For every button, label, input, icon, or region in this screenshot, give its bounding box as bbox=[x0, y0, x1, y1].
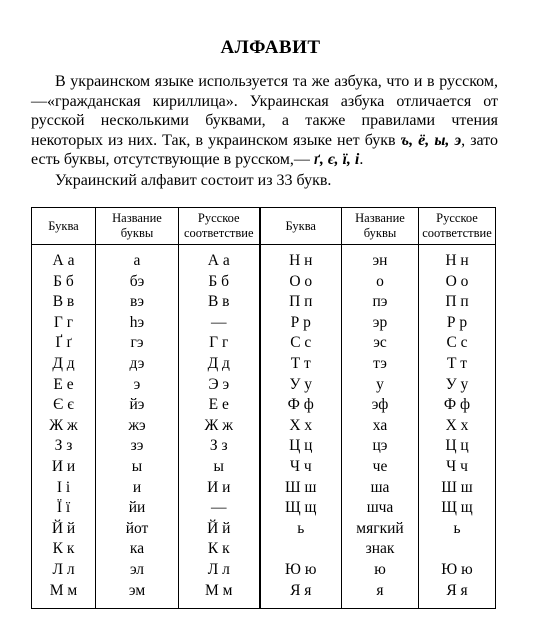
table-cell: П п bbox=[419, 292, 496, 313]
table-row bbox=[32, 416, 496, 437]
table-cell: Ю ю bbox=[419, 560, 496, 581]
table-cell: Р р bbox=[260, 313, 342, 334]
table-cell: С с bbox=[260, 333, 342, 354]
table-cell: Ш ш bbox=[419, 478, 496, 499]
table-cell: К к bbox=[32, 539, 96, 560]
table-cell: М м bbox=[32, 581, 96, 609]
table-cell: Т т bbox=[260, 354, 342, 375]
table-cell: Х х bbox=[419, 416, 496, 437]
letter-count: Украинский алфавит состоит из 33 букв. bbox=[55, 171, 332, 189]
table-cell: Ж ж bbox=[32, 416, 96, 437]
table-cell: пэ bbox=[342, 292, 419, 313]
table-cell: ша bbox=[342, 478, 419, 499]
table-cell: — bbox=[179, 313, 260, 334]
intro-text-part: , зато есть буквы, отсутствующие в русском,— bbox=[31, 131, 499, 168]
table-cell: Х х bbox=[260, 416, 342, 437]
table-cell: ха bbox=[342, 416, 419, 437]
table-cell: Ж ж bbox=[179, 416, 260, 437]
table-cell: ю bbox=[342, 560, 419, 581]
table-cell: Ч ч bbox=[419, 457, 496, 478]
table-cell: Я я bbox=[260, 581, 342, 609]
table-cell: мягкий bbox=[342, 519, 419, 540]
table-cell: э bbox=[96, 375, 179, 396]
table-cell: эр bbox=[342, 313, 419, 334]
table-cell: hэ bbox=[96, 313, 179, 334]
table-cell: — bbox=[179, 498, 260, 519]
table-cell: Т т bbox=[419, 354, 496, 375]
table-cell: цэ bbox=[342, 436, 419, 457]
table-cell bbox=[419, 539, 496, 560]
table-cell: Ф ф bbox=[419, 395, 496, 416]
table-row bbox=[32, 313, 496, 334]
table-cell: З з bbox=[32, 436, 96, 457]
table-row bbox=[32, 245, 496, 272]
table-cell: Г г bbox=[32, 313, 96, 334]
table-cell: Л л bbox=[32, 560, 96, 581]
column-header: Название буквы bbox=[342, 208, 419, 245]
table-cell: Н н bbox=[419, 245, 496, 272]
table-cell: ы bbox=[96, 457, 179, 478]
table-cell bbox=[260, 539, 342, 560]
table-cell: И и bbox=[32, 457, 96, 478]
table-cell: П п bbox=[260, 292, 342, 313]
table-cell: ь bbox=[260, 519, 342, 540]
table-cell: О о bbox=[419, 272, 496, 293]
table-cell: Д д bbox=[179, 354, 260, 375]
table-cell: дэ bbox=[96, 354, 179, 375]
table-row bbox=[32, 333, 496, 354]
column-header: Русское соответствие bbox=[179, 208, 260, 245]
table-cell: о bbox=[342, 272, 419, 293]
table-cell: А а bbox=[179, 245, 260, 272]
missing-letters: ъ, ё, ы, э bbox=[400, 131, 462, 149]
table-cell: я bbox=[342, 581, 419, 609]
table-cell: Ї ї bbox=[32, 498, 96, 519]
table-row bbox=[32, 436, 496, 457]
table-cell: З з bbox=[179, 436, 260, 457]
table-cell: М м bbox=[179, 581, 260, 609]
table-cell: І і bbox=[32, 478, 96, 499]
table-cell: Я я bbox=[419, 581, 496, 609]
column-header: Русское соответствие bbox=[419, 208, 496, 245]
table-cell: Е е bbox=[32, 375, 96, 396]
table-cell: В в bbox=[32, 292, 96, 313]
table-cell: Ч ч bbox=[260, 457, 342, 478]
table-row bbox=[32, 478, 496, 499]
table-cell: В в bbox=[179, 292, 260, 313]
table-cell: бэ bbox=[96, 272, 179, 293]
table-cell: йэ bbox=[96, 395, 179, 416]
table-cell: Е е bbox=[179, 395, 260, 416]
table-cell: ы bbox=[179, 457, 260, 478]
column-header: Буква bbox=[260, 208, 342, 245]
table-row bbox=[32, 292, 496, 313]
table-cell: У у bbox=[260, 375, 342, 396]
table-cell: Э э bbox=[179, 375, 260, 396]
table-cell: эс bbox=[342, 333, 419, 354]
table-cell: и bbox=[96, 478, 179, 499]
table-cell: У у bbox=[419, 375, 496, 396]
table-cell: Ш ш bbox=[260, 478, 342, 499]
table-cell: Ю ю bbox=[260, 560, 342, 581]
table-cell: И и bbox=[179, 478, 260, 499]
table-row bbox=[32, 498, 496, 519]
table-cell: Г г bbox=[179, 333, 260, 354]
alphabet-table bbox=[31, 207, 496, 609]
table-cell: Р р bbox=[419, 313, 496, 334]
table-cell: Б б bbox=[32, 272, 96, 293]
table-cell: Н н bbox=[260, 245, 342, 272]
table-cell: Ф ф bbox=[260, 395, 342, 416]
table-cell: Б б bbox=[179, 272, 260, 293]
table-row bbox=[32, 560, 496, 581]
table-cell: зэ bbox=[96, 436, 179, 457]
table-cell: К к bbox=[179, 539, 260, 560]
table-cell: эл bbox=[96, 560, 179, 581]
table-cell: у bbox=[342, 375, 419, 396]
table-row bbox=[32, 395, 496, 416]
intro-paragraph bbox=[31, 72, 498, 170]
table-row bbox=[32, 519, 496, 540]
table-header-row bbox=[32, 208, 496, 245]
table-cell: а bbox=[96, 245, 179, 272]
table-cell: Л л bbox=[179, 560, 260, 581]
extra-letters: ґ, є, ї, і bbox=[313, 151, 360, 168]
table-cell: Щ щ bbox=[419, 498, 496, 519]
table-cell: тэ bbox=[342, 354, 419, 375]
table-cell: А а bbox=[32, 245, 96, 272]
page-title: АЛФАВИТ bbox=[220, 37, 321, 58]
intro-text-part: . bbox=[359, 151, 364, 168]
table-cell: О о bbox=[260, 272, 342, 293]
table-cell: йи bbox=[96, 498, 179, 519]
table-cell: ка bbox=[96, 539, 179, 560]
table-cell: йот bbox=[96, 519, 179, 540]
table-cell: Є є bbox=[32, 395, 96, 416]
table-cell: жэ bbox=[96, 416, 179, 437]
table-cell: шча bbox=[342, 498, 419, 519]
table-cell: Ц ц bbox=[419, 436, 496, 457]
table-cell: Й й bbox=[179, 519, 260, 540]
table-row bbox=[32, 354, 496, 375]
table-row bbox=[32, 581, 496, 609]
table-cell: Щ щ bbox=[260, 498, 342, 519]
table-cell: С с bbox=[419, 333, 496, 354]
column-header: Название буквы bbox=[96, 208, 179, 245]
table-row bbox=[32, 539, 496, 560]
table-cell: эф bbox=[342, 395, 419, 416]
intro-text bbox=[31, 72, 498, 190]
table-cell: Д д bbox=[32, 354, 96, 375]
table-cell: Ц ц bbox=[260, 436, 342, 457]
table-row bbox=[32, 457, 496, 478]
table-cell: знак bbox=[342, 539, 419, 560]
column-header: Буква bbox=[32, 208, 96, 245]
table-cell: ь bbox=[419, 519, 496, 540]
intro-text-part: В украинском языке используется та же азбука, что и в русском,—«гражданская кириллица». Украинская азбука отличается от русской несколькими буквами, а также правилами чтения некоторых из них. Так, в украинском языке нет букв bbox=[31, 73, 498, 149]
table-cell: Ґ ґ bbox=[32, 333, 96, 354]
table-cell: эн bbox=[342, 245, 419, 272]
table-cell: гэ bbox=[96, 333, 179, 354]
table-cell: эм bbox=[96, 581, 179, 609]
table-cell: Й й bbox=[32, 519, 96, 540]
table-row bbox=[32, 272, 496, 293]
table-cell: вэ bbox=[96, 292, 179, 313]
table-cell: че bbox=[342, 457, 419, 478]
table-row bbox=[32, 375, 496, 396]
